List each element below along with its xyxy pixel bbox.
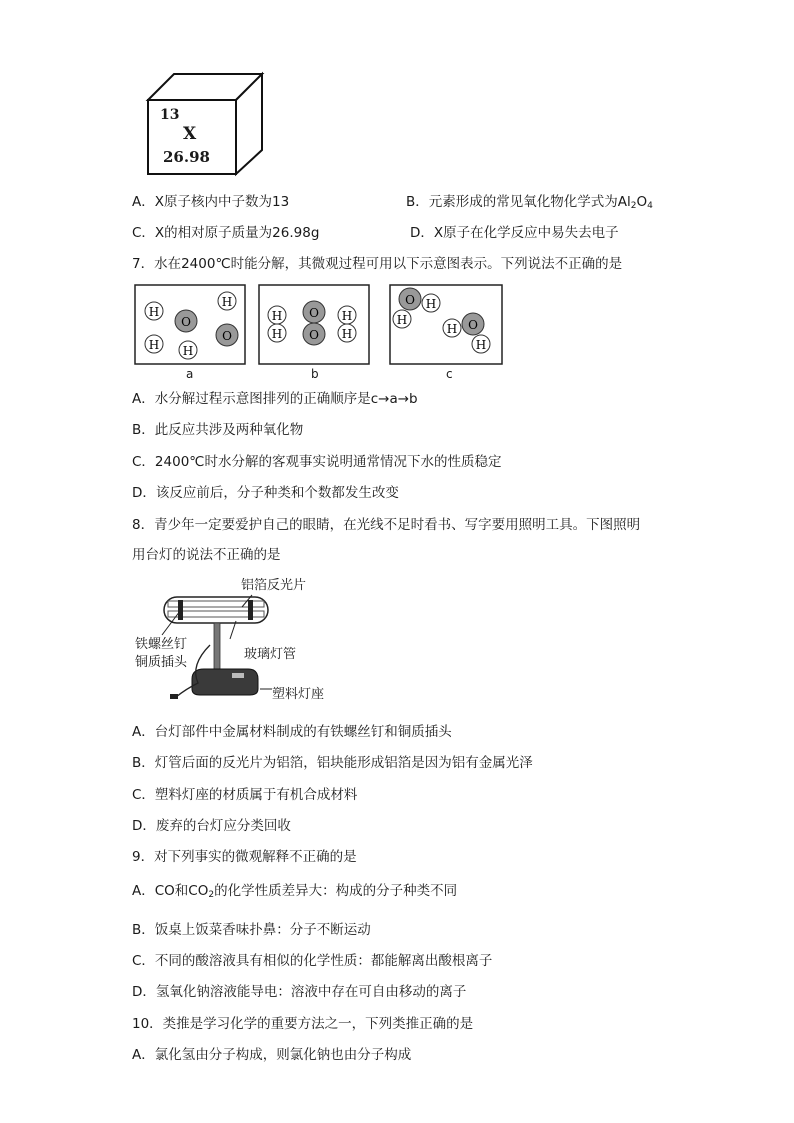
svg-text:O: O — [309, 328, 319, 342]
q7-stem: 7．水在2400℃时能分解，其微观过程可用以下示意图表示。下列说法不正确的是 — [132, 256, 623, 272]
svg-text:H: H — [148, 305, 160, 319]
q9-option-a — [132, 882, 457, 904]
formula-al: Al — [617, 194, 631, 210]
q6-option-c: C．X的相对原子质量为26.98g — [132, 225, 320, 241]
q6-option-b — [406, 193, 653, 215]
q9-option-a-suffix: 的化学性质差异大：构成的分子种类不同 — [214, 883, 458, 899]
svg-text:H: H — [148, 338, 160, 352]
q9-option-d: D．氢氧化钠溶液能导电：溶液中存在可自由移动的离子 — [132, 984, 467, 1000]
q8-option-d: D．废弃的台灯应分类回收 — [132, 818, 291, 834]
q7-diagram-a — [134, 284, 246, 366]
q8-option-b: B．灯管后面的反光片为铝箔，铝块能形成铝箔是因为铝有金属光泽 — [132, 755, 533, 771]
q10-stem: 10．类推是学习化学的重要方法之一，下列类推正确的是 — [132, 1016, 474, 1032]
q9-option-b: B．饭桌上饭菜香味扑鼻：分子不断运动 — [132, 922, 371, 938]
q7-option-c: C．2400℃时水分解的客观事实说明通常情况下水的性质稳定 — [132, 454, 502, 470]
svg-text:H: H — [182, 344, 194, 358]
svg-text:O: O — [468, 318, 478, 332]
q8-stem-line1: 8．青少年一定要爱护自己的眼睛，在光线不足时看书、写字要用照明工具。下图照明 — [132, 517, 641, 533]
svg-text:O: O — [222, 329, 232, 343]
q8-option-a: A．台灯部件中金属材料制成的有铁螺丝钉和铜质插头 — [132, 724, 452, 740]
label-plastic-base: 塑料灯座 — [272, 687, 325, 702]
element-atomic-number: 13 — [160, 107, 180, 123]
q7-diagram-c — [389, 284, 503, 366]
svg-text:O: O — [405, 293, 415, 307]
q7-option-a: A．水分解过程示意图排列的正确顺序是c→a→b — [132, 391, 418, 407]
svg-text:H: H — [425, 297, 437, 311]
q8-option-c: C．塑料灯座的材质属于有机合成材料 — [132, 787, 358, 803]
svg-text:H: H — [475, 338, 487, 352]
element-symbol: X — [183, 124, 197, 144]
label-aluminum-foil-reflector: 铝箔反光片 — [241, 578, 307, 593]
q9-stem: 9．对下列事实的微观解释不正确的是 — [132, 849, 357, 865]
svg-text:H: H — [446, 322, 458, 336]
svg-text:O: O — [309, 306, 319, 320]
svg-text:H: H — [271, 309, 283, 323]
q7-label-c: c — [446, 367, 453, 381]
q6-option-b-formula — [618, 194, 653, 210]
formula-sub-4: 4 — [647, 201, 653, 211]
label-glass-tube: 玻璃灯管 — [244, 647, 297, 662]
svg-text:H: H — [396, 313, 408, 327]
svg-text:H: H — [341, 327, 353, 341]
formula-o: O — [636, 194, 648, 210]
q6-option-a: A．X原子核内中子数为13 — [132, 194, 290, 210]
q6-option-d: D．X原子在化学反应中易失去电子 — [410, 225, 619, 241]
q7-diagram-b — [258, 284, 370, 366]
q8-stem-line2: 用台灯的说法不正确的是 — [132, 547, 281, 563]
label-iron-screw: 铁螺丝钉 — [135, 637, 188, 652]
svg-text:O: O — [181, 315, 191, 329]
formula-sub-2: 2 — [630, 201, 637, 211]
label-copper-plug: 铜质插头 — [135, 655, 188, 670]
q7-label-a: a — [186, 367, 194, 381]
q10-option-a: A．氯化氢由分子构成，则氯化钠也由分子构成 — [132, 1047, 412, 1063]
q7-label-b: b — [311, 367, 319, 381]
element-mass: 26.98 — [163, 148, 210, 166]
q9-option-a-prefix: A．CO和CO — [132, 883, 209, 899]
q9-option-a-subscript: 2 — [208, 890, 215, 900]
q7-option-d: D．该反应前后，分子种类和个数都发生改变 — [132, 485, 399, 501]
svg-text:H: H — [221, 295, 233, 309]
svg-text:H: H — [271, 327, 283, 341]
q9-option-c: C．不同的酸溶液具有相似的化学性质：都能解离出酸根离子 — [132, 953, 493, 969]
q7-option-b: B．此反应共涉及两种氧化物 — [132, 422, 304, 438]
svg-text:H: H — [341, 309, 353, 323]
q6-option-b-text: B．元素形成的常见氧化物化学式为 — [406, 194, 618, 210]
